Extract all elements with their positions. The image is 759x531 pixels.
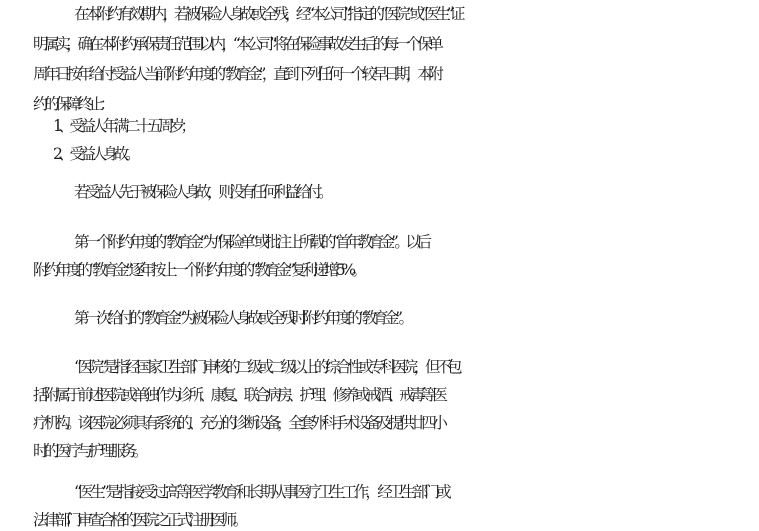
paragraph-line: 若受益人先于被保险人身故，则没有任何利益给付。	[74, 183, 330, 201]
paragraph-line: 在本附约有效期内，若被保险人身故或全残，经“本公司”指定的“医院”或“医生”证	[74, 5, 461, 23]
paragraph-line: 法律部门审查合格的医院之正式注册医师。	[33, 511, 244, 529]
list-item: 2、受益人身故。	[53, 145, 137, 163]
paragraph-line: 括附属于前述医院或单独作为诊所、康复、联合病房、护理、修养或戒酒、戒毒等医	[33, 386, 444, 404]
paragraph-line: “医院”是指经国家卫生部门审核的二级或二级以上的综合性或专科医院，但不包	[74, 358, 459, 376]
paragraph-line: 时的医疗与护理服务。	[33, 442, 144, 460]
paragraph-line: 明属实，确在本附约承保责任范围以内，“本公司”将在保险事故发生后的每一个保单	[33, 35, 440, 53]
list-item: 1、受益人年满二十五周岁；	[53, 117, 192, 135]
paragraph-line: “医生”是指接受过高等医学教育和长期从事医疗卫生工作，经卫生部门或	[74, 483, 448, 501]
paragraph-line: 疗机构。该医院必须具有系统的、充分的诊断设备，全套外科手术设备及提供廿四小	[33, 414, 444, 432]
paragraph-line: 第一次给付的“教育金”为被保险人身故或全残时附约年度的“教育金”。	[74, 309, 410, 327]
paragraph-line: 第一个附约年度的“教育金”为“保险单”或批注上所载的“首年教育金”。以后	[74, 233, 428, 251]
paragraph-line: 周年日按年给付受益人当前附约年度的“教育金”，直到下列任何一个较早日期，本附	[33, 65, 440, 83]
paragraph-line: 附约年度的“教育金”逐年按上一个附约年度的“教育金”复利递增 5%。	[33, 261, 363, 279]
paragraph-line: 约的保障终止：	[33, 95, 111, 113]
